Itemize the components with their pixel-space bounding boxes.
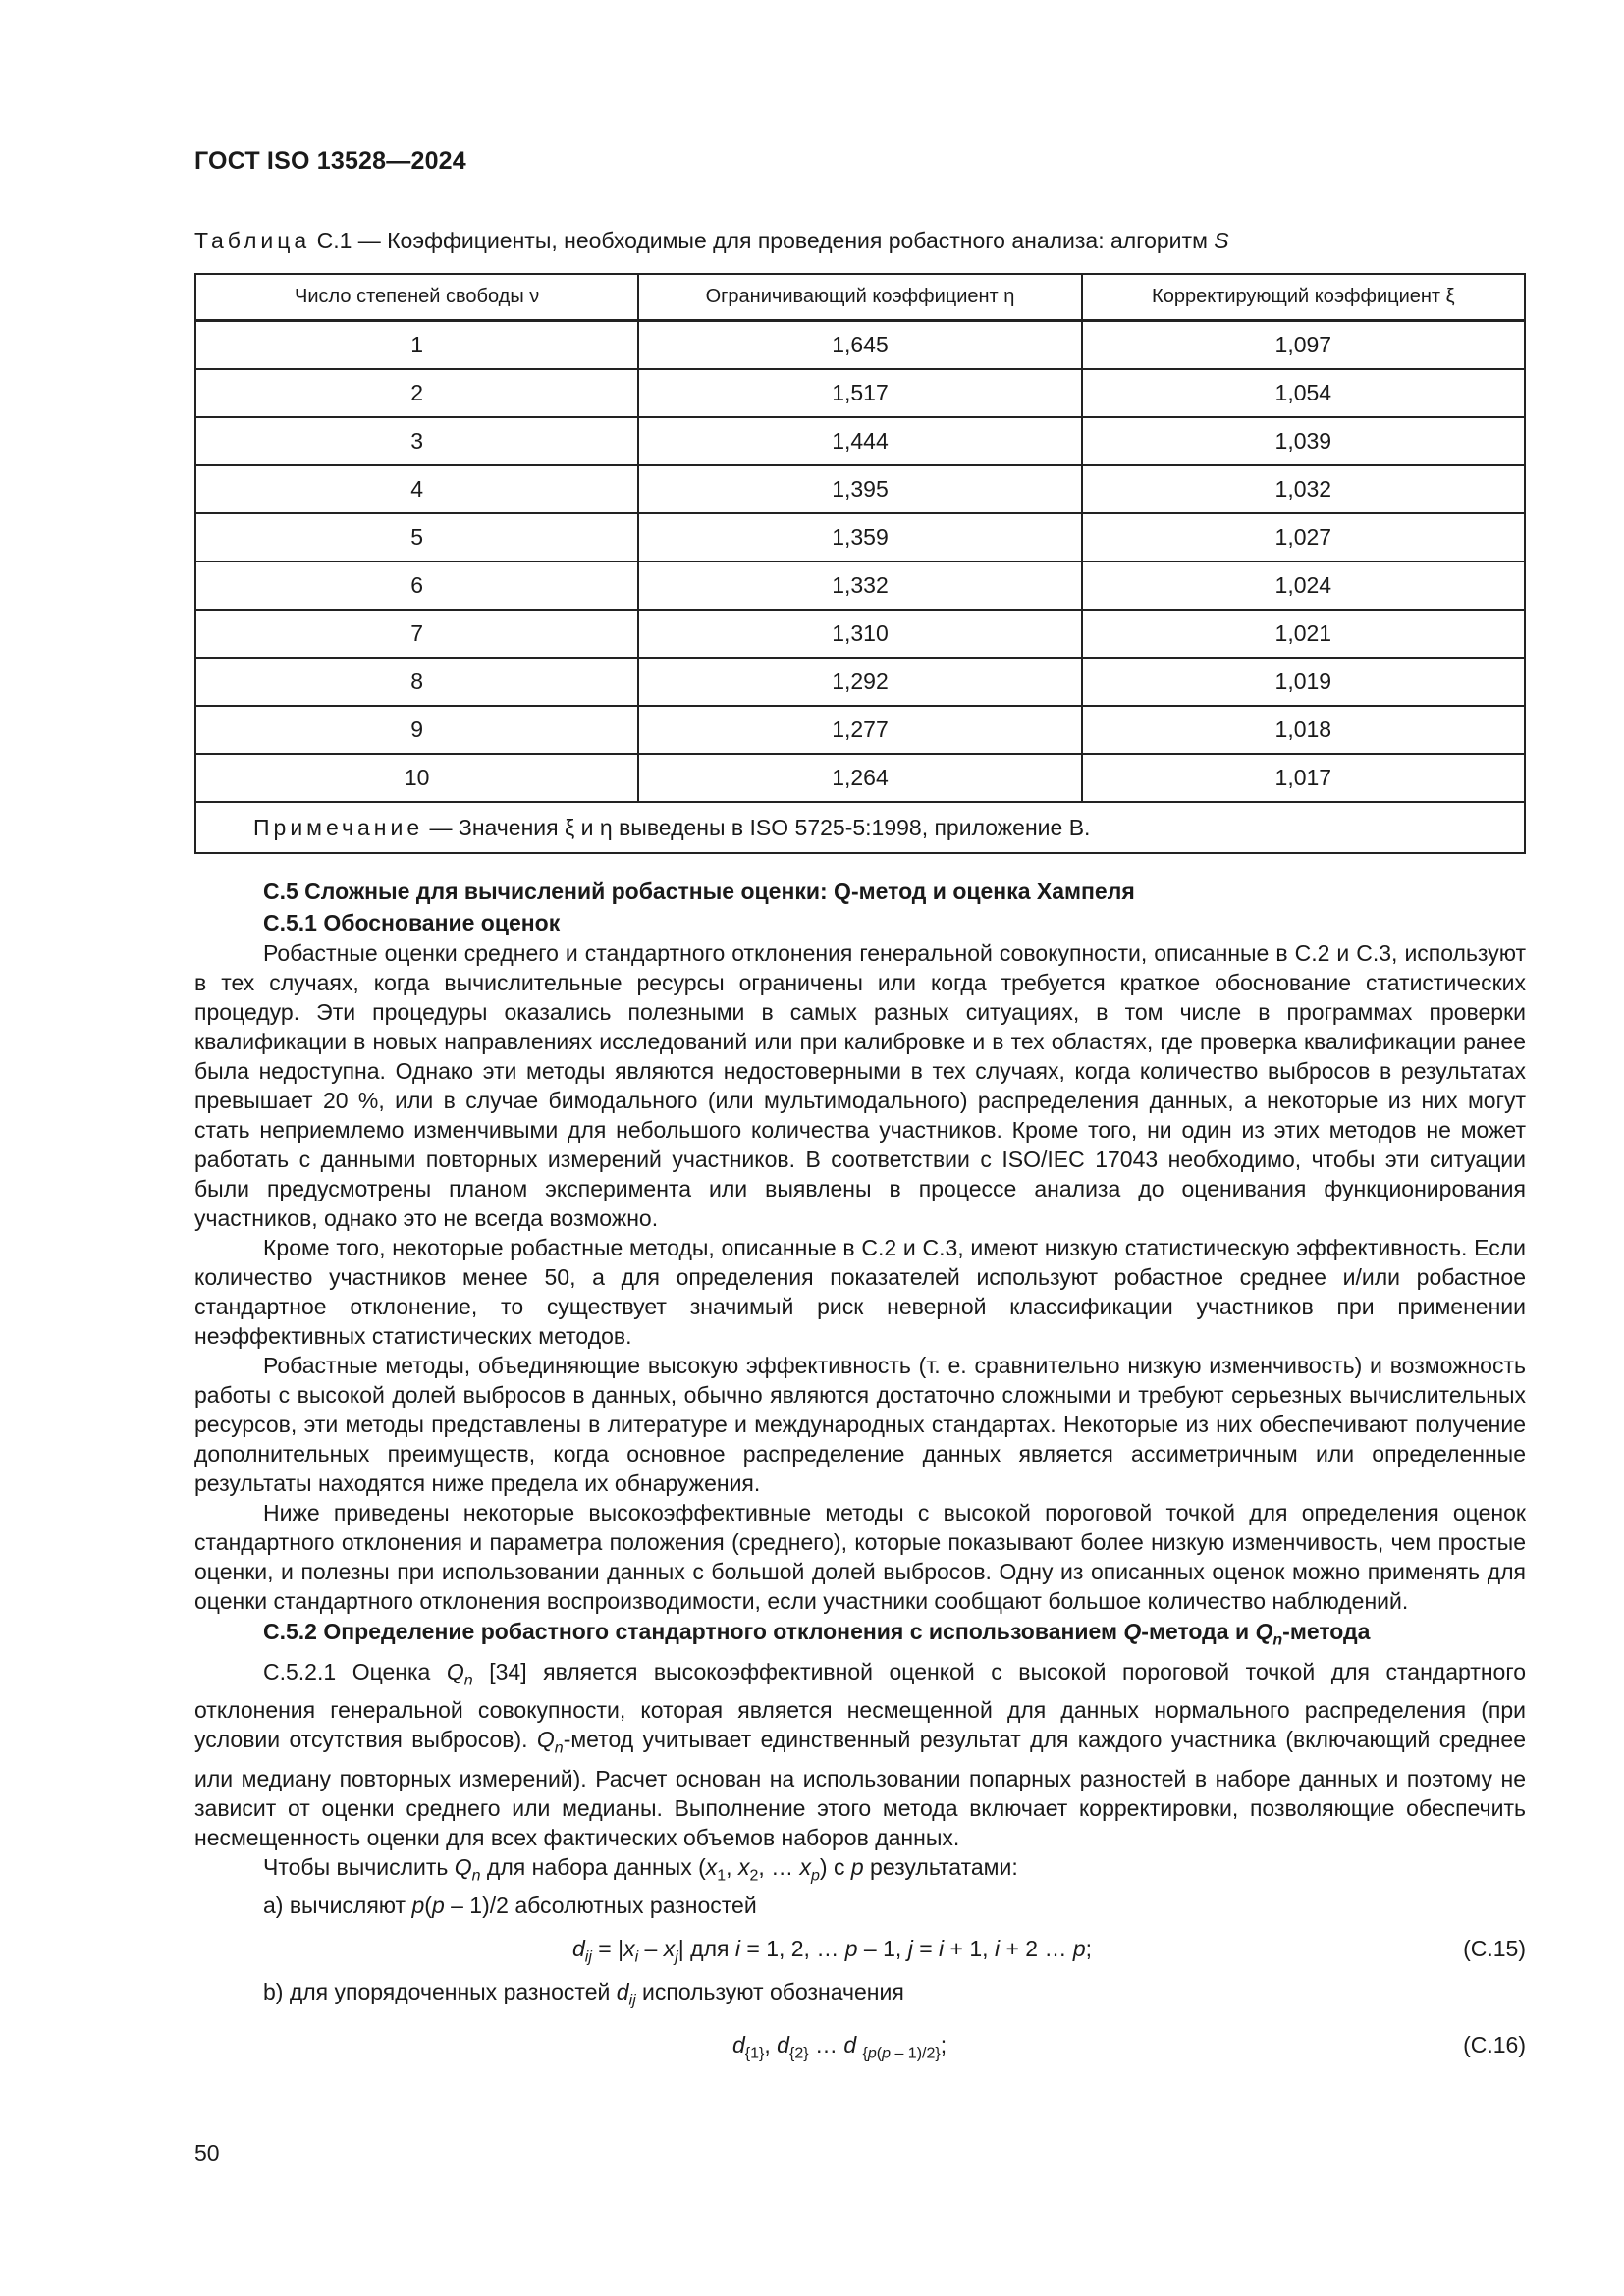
table-cell: 1,264: [638, 754, 1081, 802]
table-cell: 6: [195, 561, 638, 610]
section-c51-title: С.5.1 Обоснование оценок: [263, 910, 561, 935]
table-header-row: [195, 274, 1525, 321]
document-header: ГОСТ ISO 13528—2024: [194, 147, 466, 175]
paragraph: Кроме того, некоторые робастные методы, описанные в С.2 и С.3, имеют низкую статистическую эффективность. Если количество участников менее 50, а для определения показателей используют робастное среднее и/или робастное стандартное отклонение, то существует значимый риск неверной классификации участников при применении неэффективных статистических методов.: [194, 1235, 1526, 1349]
table-row: [195, 754, 1525, 802]
table-cell: 1,395: [638, 465, 1081, 513]
formula-c15: [194, 1920, 1526, 1977]
table-cell: 1,292: [638, 658, 1081, 706]
table-cell: 1,027: [1082, 513, 1525, 561]
table-row: [195, 513, 1525, 561]
table-cell: 1,645: [638, 321, 1081, 370]
table-row: [195, 369, 1525, 417]
step-b: b) для упорядоченных разностей $d_{ij}$ используют обозначения: [263, 1979, 904, 2009]
table-cell: 7: [195, 610, 638, 658]
table-note: [195, 802, 1525, 853]
table-cell: 1,332: [638, 561, 1081, 610]
paragraph: Робастные оценки среднего и стандартного отклонения генеральной совокупности, описанные в С.2 и С.3, используют в тех случаях, когда вычислительные ресурсы ограничены или когда требуется краткое обоснование статистических процедур. Эти процедуры оказались полезными в самых разных ситуациях, в том числе в программах проверки квалификации в новых направлениях исследований или при калибровке и в тех областях, где проверка квалификации ранее была недоступна. Однако эти методы являются недостоверными в тех случаях, когда количество выбросов в результатах превышает 20 %, или в случае бимодального (или мультимодального) распределения данных, а некоторые из них могут стать неприемлемо изменчивыми для небольшого количества участников. Кроме того, ни один из этих методов не может работать с данными повторных измерений участников. В соответствии с ISO/IEC 17043 необходимо, чтобы эти ситуации были предусмотрены планом эксперимента или выявлены в процессе анализа до оценивания функционирования участников, однако это не всегда возможно.: [194, 940, 1526, 1231]
column-header: Корректирующий коэффициент ξ: [1082, 274, 1525, 321]
table-row: [195, 321, 1525, 370]
section-c52-title: С.5.2 Определение робастного стандартного отклонения с использованием Q-метода и $Q_n$-метода: [263, 1619, 1371, 1649]
table-cell: 1,444: [638, 417, 1081, 465]
table-cell: 1,039: [1082, 417, 1525, 465]
table-cell: 4: [195, 465, 638, 513]
note-text: — Значения ξ и η выведены в ISO 5725-5:1998, приложение B.: [423, 814, 1091, 840]
table-cell: 1,359: [638, 513, 1081, 561]
paragraph: Робастные методы, объединяющие высокую эффективность (т. е. сравнительно низкую изменчивость) и возможность работы с высокой долей выбросов в данных, обычно являются достаточно сложными и требуют серьезных вычислительных ресурсов, эти методы представлены в литературе и международных стандартах. Некоторые из них обеспечивают получение дополнительных преимуществ, когда основное распределение данных является ассиметричным или определенные результаты находятся ниже предела их обнаружения.: [194, 1353, 1526, 1496]
section-c5-title: С.5 Сложные для вычислений робастные оценки: Q-метод и оценка Хампеля: [263, 879, 1135, 904]
table-cell: 1,277: [638, 706, 1081, 754]
table-cell: 1,019: [1082, 658, 1525, 706]
caption-prefix: Таблица: [194, 228, 311, 253]
table-cell: 1,018: [1082, 706, 1525, 754]
table-cell: 1,024: [1082, 561, 1525, 610]
table-cell: 1,517: [638, 369, 1081, 417]
formula-c15-number: (С.15): [1463, 1936, 1526, 1962]
table-row: [195, 706, 1525, 754]
formula-c16-body: $d_{\{1\}}$, $d_{\{2\}}$ … d $_{\{p(p - 1)/2\}}$;: [732, 2031, 947, 2062]
table-cell: 9: [195, 706, 638, 754]
table-cell: 1,021: [1082, 610, 1525, 658]
table-cell: 1,017: [1082, 754, 1525, 802]
table-row: [195, 658, 1525, 706]
table-cell: 1: [195, 321, 638, 370]
table-cell: 1,097: [1082, 321, 1525, 370]
table-row: [195, 465, 1525, 513]
body-text: [194, 876, 1526, 2073]
column-header: Ограничивающий коэффициент η: [638, 274, 1081, 321]
paragraph: Ниже приведены некоторые высокоэффективные методы с высокой пороговой точкой для определения оценок стандартного отклонения и параметра положения (среднего), которые показывают более низкую изменчивость, чем простые оценки, и полезны при использовании данных с большой долей выбросов. Одну из описанных оценок можно применять для оценки стандартного отклонения воспроизводимости, если участники сообщают большое количество наблюдений.: [194, 1500, 1526, 1614]
table-row: [195, 561, 1525, 610]
coefficients-table: [194, 273, 1526, 854]
table-cell: 8: [195, 658, 638, 706]
formula-c16-number: (С.16): [1463, 2031, 1526, 2057]
table-note-row: [195, 802, 1525, 853]
step-a: a) вычисляют p(p – 1)/2 абсолютных разностей: [263, 1893, 757, 1919]
formula-c15-body: $d_{ij} = |x_i - x_j|$ для i = 1, 2, … p – 1, j = i + 1, i + 2 … p;: [572, 1936, 1093, 1966]
table-cell: 3: [195, 417, 638, 465]
table-row: [195, 417, 1525, 465]
table-cell: 10: [195, 754, 638, 802]
column-header: Число степеней свободы ν: [195, 274, 638, 321]
table-row: [195, 610, 1525, 658]
table-cell: 5: [195, 513, 638, 561]
paragraph-c521: С.5.2.1 Оценка $Q_n$ [34] является высокоэффективной оценкой с высокой пороговой точкой для стандартного отклонения генеральной совокупности, которая является несмещенной для данных нормального распределения (при условии отсутствия выбросов). $Q_n$-метод учитывает единственный результат для каждого участника (включающий среднее или медиану повторных измерений). Расчет основан на использовании попарных разностей в наборе данных и поэтому не зависит от оценки среднего или медианы. Выполнение этого метода включает корректировки, позволяющие обеспечить несмещенность оценки для всех фактических объемов наборов данных.: [194, 1658, 1527, 1850]
table-caption: [194, 228, 1229, 254]
caption-algorithm: S: [1214, 228, 1229, 253]
table-cell: 2: [195, 369, 638, 417]
table-cell: 1,032: [1082, 465, 1525, 513]
note-label: Примечание: [253, 814, 424, 840]
caption-text: С.1 — Коэффициенты, необходимые для проведения робастного анализа: алгоритм: [310, 228, 1215, 253]
table-cell: 1,054: [1082, 369, 1525, 417]
table-cell: 1,310: [638, 610, 1081, 658]
page-number: 50: [194, 2140, 220, 2165]
formula-c16: [194, 2016, 1526, 2073]
calc-intro: Чтобы вычислить $Q_n$ для набора данных ($x_1$, $x_2$, … $x_p$) с p результатами:: [263, 1853, 1018, 1885]
